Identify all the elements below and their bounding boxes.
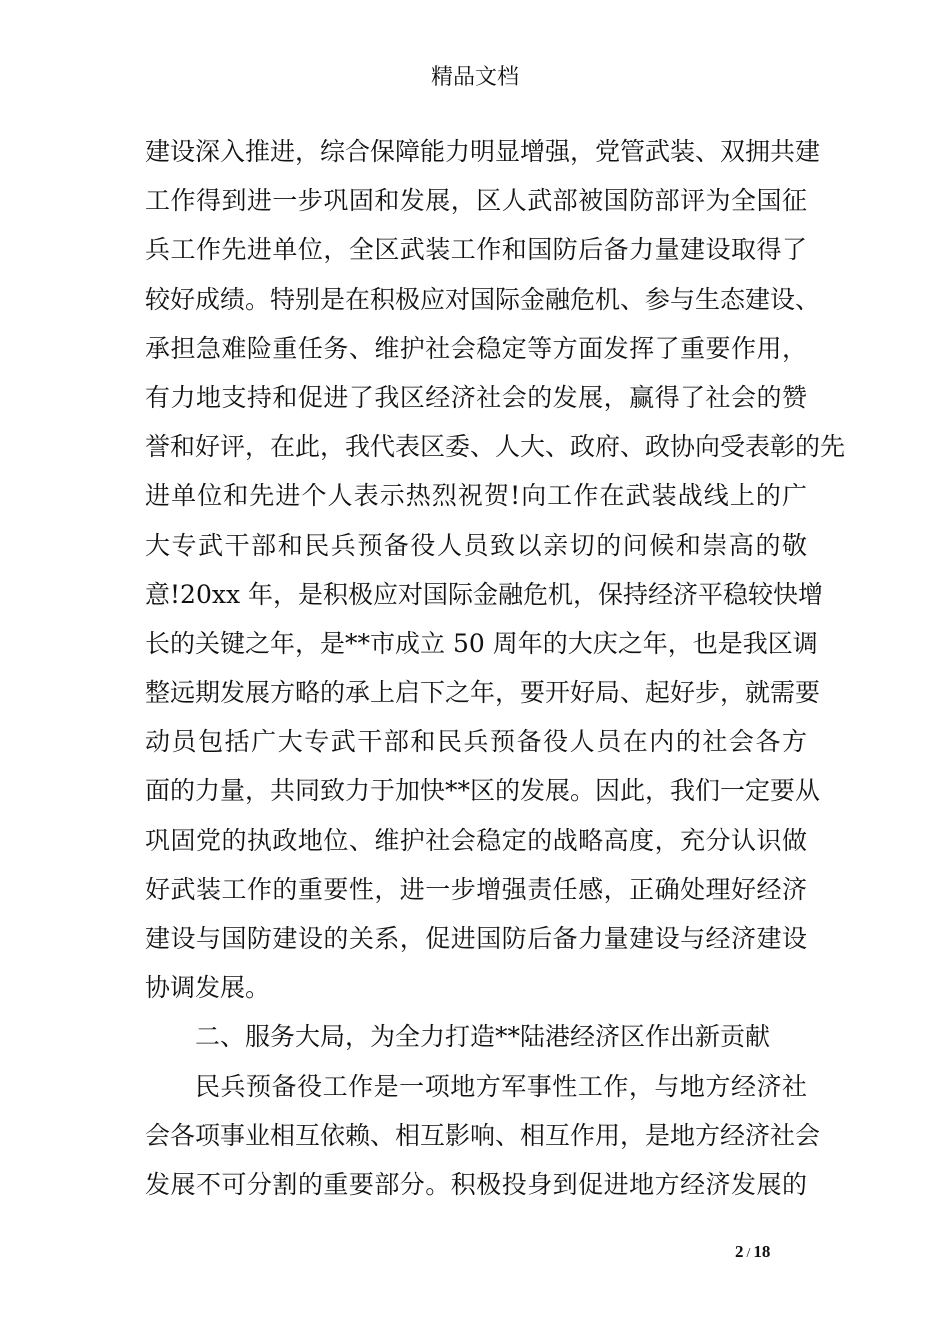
text-line: 进单位和先进个人表示热烈祝贺!向工作在武装战线上的广 [145,481,807,511]
text-line: 建设与国防建设的关系，促进国防后备力量建设与经济建设 [145,924,807,953]
text-line: 巩固党的执政地位、维护社会稳定的战略高度，充分认识做 [145,825,807,855]
page-number-separator: / [746,1246,751,1261]
text-line: 发展不可分割的重要部分。积极投身到促进地方经济发展的 [145,1169,807,1199]
page-number [735,1241,770,1265]
page-number-total: 18 [753,1242,771,1261]
text-line: 建设深入推进，综合保障能力明显增强，党管武装、双拥共建 [145,137,821,166]
section-heading: 二、服务大局，为全力打造**陆港经济区作出新贡献 [195,1022,771,1052]
text-line: 有力地支持和促进了我区经济社会的发展，赢得了社会的赞 [145,382,807,412]
text-line: 意!20xx 年，是积极应对国际金融危机，保持经济平稳较快增 [145,579,824,609]
page-header-title: 精品文档 [430,65,519,90]
text-line: 较好成绩。特别是在积极应对国际金融危机、参与生态建设、 [145,284,821,314]
text-line: 好武装工作的重要性，进一步增强责任感，正确处理好经济 [145,874,807,904]
text-line: 民兵预备役工作是一项地方军事性工作，与地方经济社 [195,1071,807,1101]
text-line: 承担急难险重任务、维护社会稳定等方面发挥了重要作用， [145,333,807,363]
text-line: 工作得到进一步巩固和发展，区人武部被国防部评为全国征 [145,186,807,216]
document-body [145,127,846,1209]
text-line: 面的力量，共同致力于加快**区的发展。因此，我们一定要从 [145,776,821,806]
text-line: 会各项事业相互依赖、相互影响、相互作用，是地方经济社会 [145,1120,821,1150]
text-line: 兵工作先进单位，全区武装工作和国防后备力量建设取得了 [145,235,807,265]
text-line: 誉和好评，在此，我代表区委、人大、政府、政协向受表彰的先 [145,432,846,462]
text-line: 长的关键之年，是**市成立 50 周年的大庆之年，也是我区调 [145,628,818,658]
text-line: 协调发展。 [145,973,271,1003]
text-line: 动员包括广大专武干部和民兵预备役人员在内的社会各方 [145,727,807,757]
text-line: 整远期发展方略的承上启下之年，要开好局、起好步，就需要 [145,678,821,708]
page-number-current: 2 [735,1242,744,1261]
text-line: 大专武干部和民兵预备役人员致以亲切的问候和崇高的敬 [145,530,807,560]
